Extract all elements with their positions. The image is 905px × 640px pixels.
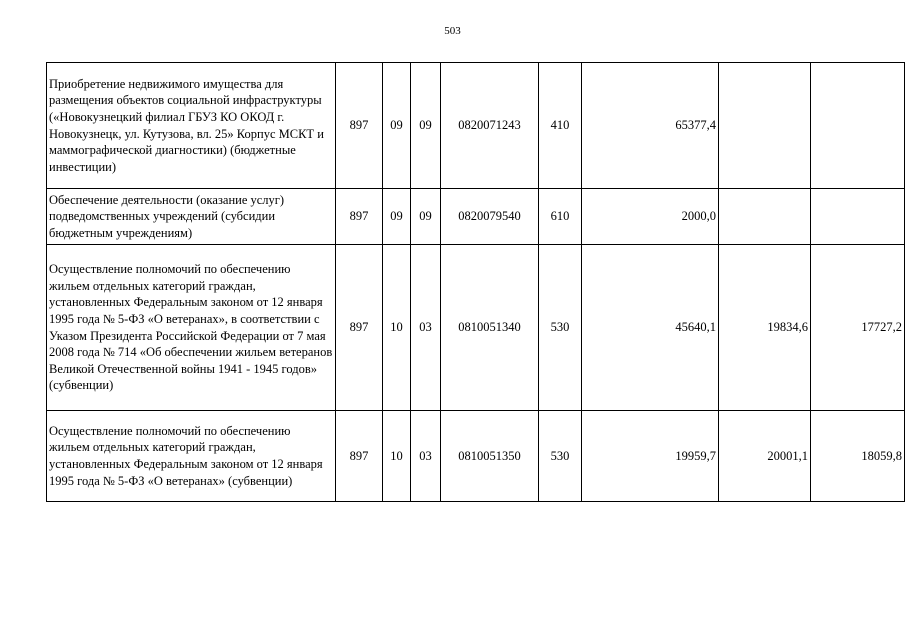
subsection-code: 09 xyxy=(411,63,441,189)
sum-year-3: 18059,8 xyxy=(811,411,905,502)
sum-year-2 xyxy=(719,63,811,189)
section-code: 09 xyxy=(383,63,411,189)
section-code: 09 xyxy=(383,189,411,245)
section-code: 10 xyxy=(383,245,411,411)
sum-year-1: 19959,7 xyxy=(582,411,719,502)
budget-table xyxy=(46,62,905,502)
sum-year-1: 45640,1 xyxy=(582,245,719,411)
ministry-code: 897 xyxy=(336,411,383,502)
section-code: 10 xyxy=(383,411,411,502)
subsection-code: 03 xyxy=(411,411,441,502)
sum-year-3 xyxy=(811,63,905,189)
page-number: 503 xyxy=(444,25,461,37)
table-row xyxy=(47,189,905,245)
expense-type-code: 530 xyxy=(539,411,582,502)
table-row xyxy=(47,245,905,411)
sum-year-3 xyxy=(811,189,905,245)
sum-year-2: 19834,6 xyxy=(719,245,811,411)
sum-year-2 xyxy=(719,189,811,245)
sum-year-1: 2000,0 xyxy=(582,189,719,245)
row-name: Обеспечение деятельности (оказание услуг) подведомственных учреждений (субсидии бюджетным учреждениям) xyxy=(47,189,336,245)
table-row xyxy=(47,63,905,189)
subsection-code: 09 xyxy=(411,189,441,245)
target-article-code: 0810051350 xyxy=(441,411,539,502)
row-name: Приобретение недвижимого имущества для размещения объектов социальной инфраструктуры («Новокузнецкий филиал ГБУЗ КО ОКОД г. Новокузнецк, ул. Кутузова, вл. 25» Корпус МСКТ и маммографической диагностики) (бюджетные инвестиции) xyxy=(47,63,336,189)
ministry-code: 897 xyxy=(336,245,383,411)
subsection-code: 03 xyxy=(411,245,441,411)
ministry-code: 897 xyxy=(336,63,383,189)
target-article-code: 0810051340 xyxy=(441,245,539,411)
row-name: Осуществление полномочий по обеспечению жильем отдельных категорий граждан, установленных Федеральным законом от 12 января 1995 года № 5-ФЗ «О ветеранах» (субвенции) xyxy=(47,411,336,502)
ministry-code: 897 xyxy=(336,189,383,245)
sum-year-3: 17727,2 xyxy=(811,245,905,411)
expense-type-code: 410 xyxy=(539,63,582,189)
target-article-code: 0820071243 xyxy=(441,63,539,189)
sum-year-2: 20001,1 xyxy=(719,411,811,502)
table-row xyxy=(47,411,905,502)
target-article-code: 0820079540 xyxy=(441,189,539,245)
expense-type-code: 530 xyxy=(539,245,582,411)
sum-year-1: 65377,4 xyxy=(582,63,719,189)
row-name: Осуществление полномочий по обеспечению жильем отдельных категорий граждан, установленных Федеральным законом от 12 января 1995 года № 5-ФЗ «О ветеранах», в соответствии с Указом Президента Российской Федерации от 7 мая 2008 года № 714 «Об обеспечении жильем ветеранов Великой Отечественной войны 1941 - 1945 годов» (субвенции) xyxy=(47,245,336,411)
expense-type-code: 610 xyxy=(539,189,582,245)
